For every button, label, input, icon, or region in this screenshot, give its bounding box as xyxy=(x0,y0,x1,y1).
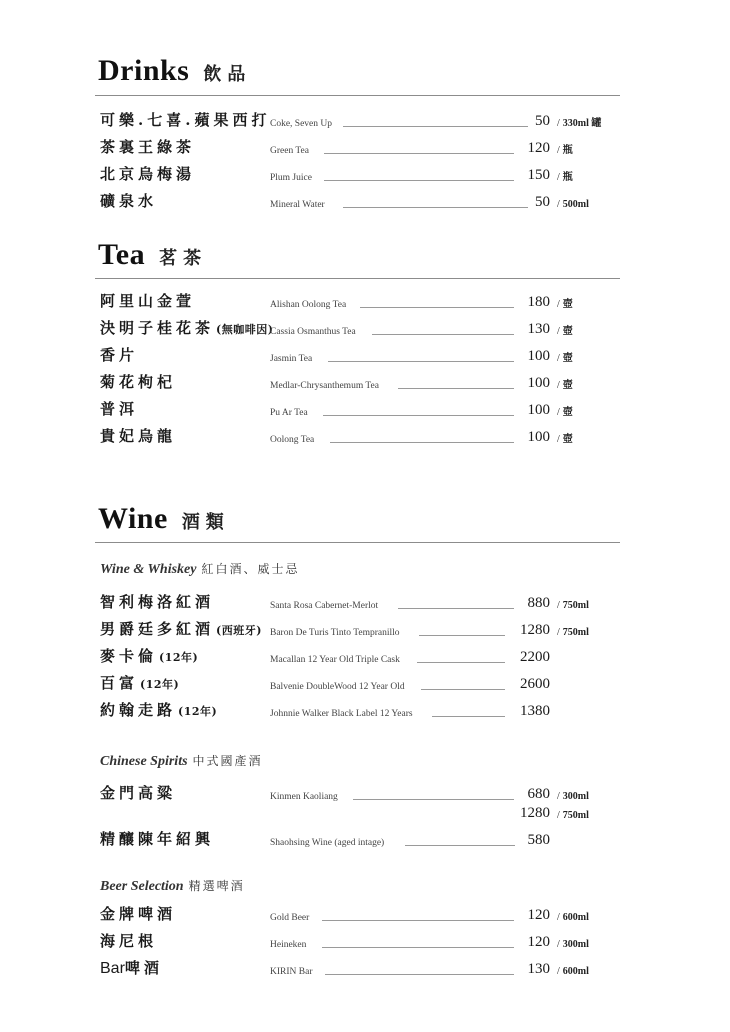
item-name-zh: 海尼根 xyxy=(100,932,158,950)
item-name-zh: 普洱 xyxy=(100,400,139,418)
item-name-zh: 北京烏梅湯 xyxy=(100,165,196,183)
menu-item xyxy=(0,399,730,421)
menu-item-alt-size xyxy=(0,802,730,824)
menu-item xyxy=(0,345,730,367)
dotted-leader xyxy=(324,153,514,154)
item-price: 100 xyxy=(527,402,550,418)
menu-item xyxy=(0,700,730,722)
item-price: 1280 xyxy=(520,622,550,638)
item-name-zh: 茶裏王綠茶 xyxy=(100,138,196,156)
item-name-en: Plum Juice xyxy=(270,173,312,183)
item-name-en: Kinmen Kaoliang xyxy=(270,792,338,802)
item-price: 1280 xyxy=(520,805,550,821)
item-name-zh: 決明子桂花茶 (無咖啡因) xyxy=(100,319,274,337)
section-divider xyxy=(95,278,620,279)
item-price: 120 xyxy=(527,934,550,950)
item-name-zh: 麥卡倫 (12年) xyxy=(100,647,199,665)
section-title-zh: 飲品 xyxy=(203,64,252,85)
section-divider xyxy=(95,95,620,96)
item-name-en: Mineral Water xyxy=(270,200,325,210)
item-name-zh: 貴妃烏龍 xyxy=(100,427,177,445)
item-name-en: Baron De Turis Tinto Tempranillo xyxy=(270,628,400,638)
section-title-drinks xyxy=(98,54,251,90)
item-name-en: Alishan Oolong Tea xyxy=(270,300,347,310)
item-unit: / 壺 xyxy=(557,434,573,445)
section-title-en: Wine xyxy=(98,502,168,535)
item-name-en: Coke, Seven Up xyxy=(270,119,333,129)
dotted-leader xyxy=(432,716,505,717)
item-name-zh: 智利梅洛紅酒 xyxy=(100,593,215,611)
dotted-leader xyxy=(421,689,505,690)
item-name-zh: 香片 xyxy=(100,346,139,364)
item-name-latin: Bar xyxy=(100,960,125,977)
item-name-zh: 百富 (12年) xyxy=(100,674,180,692)
menu-item xyxy=(0,426,730,448)
dotted-leader xyxy=(343,207,528,208)
menu-item xyxy=(0,829,730,851)
dotted-leader xyxy=(353,799,514,800)
sub-heading-chinese-spirits: Chinese Spirits 中式國產酒 xyxy=(100,754,263,769)
menu-item xyxy=(0,372,730,394)
dotted-leader xyxy=(405,845,515,846)
item-price: 130 xyxy=(527,961,550,977)
item-unit: / 750ml xyxy=(557,627,589,638)
item-note: (12年) xyxy=(159,651,199,664)
item-unit: / 750ml xyxy=(557,600,589,611)
item-unit: / 330ml 罐 xyxy=(557,118,602,129)
item-unit: / 壺 xyxy=(557,353,573,364)
item-price: 580 xyxy=(527,832,550,848)
item-unit: / 600ml xyxy=(557,912,589,923)
item-unit: / 300ml xyxy=(557,939,589,950)
menu-item xyxy=(0,164,730,186)
menu-item xyxy=(0,318,730,340)
menu-item xyxy=(0,110,730,132)
section-title-tea xyxy=(98,238,207,274)
item-price: 100 xyxy=(527,429,550,445)
item-name-zh: 阿里山金萱 xyxy=(100,292,196,310)
item-name-en: Santa Rosa Cabernet-Merlot xyxy=(270,601,379,611)
item-name-en: Balvenie DoubleWood 12 Year Old xyxy=(270,682,405,692)
dotted-leader xyxy=(372,334,514,335)
item-name-en: Gold Beer xyxy=(270,913,310,923)
item-price: 2200 xyxy=(520,649,550,665)
item-price: 680 xyxy=(527,786,550,802)
dotted-leader xyxy=(322,920,514,921)
item-unit: / 500ml xyxy=(557,199,589,210)
menu-item xyxy=(0,592,730,614)
section-title-zh: 茗茶 xyxy=(159,248,208,269)
dotted-leader xyxy=(360,307,514,308)
menu-item xyxy=(0,904,730,926)
dotted-leader xyxy=(398,608,514,609)
menu-item xyxy=(0,619,730,641)
item-unit: / 瓶 xyxy=(557,172,573,183)
item-name-en: Shaohsing Wine (aged intage) xyxy=(270,838,385,848)
item-name-zh: 精釀陳年紹興 xyxy=(100,830,215,848)
item-name-en: Oolong Tea xyxy=(270,435,315,445)
section-divider xyxy=(95,542,620,543)
item-name-zh: Bar啤酒 xyxy=(100,959,163,977)
dotted-leader xyxy=(330,442,514,443)
item-note: (12年) xyxy=(178,705,218,718)
menu-item xyxy=(0,673,730,695)
item-price: 150 xyxy=(527,167,550,183)
dotted-leader xyxy=(325,974,514,975)
item-unit: / 600ml xyxy=(557,966,589,977)
item-note: (西班牙) xyxy=(216,624,262,637)
item-price: 880 xyxy=(527,595,550,611)
item-name-en: Cassia Osmanthus Tea xyxy=(270,327,356,337)
item-name-zh: 金門高粱 xyxy=(100,784,177,802)
item-name-zh: 男爵廷多紅酒 (西班牙) xyxy=(100,620,262,638)
dotted-leader xyxy=(343,126,528,127)
item-name-en: Heineken xyxy=(270,940,307,950)
item-name-en: Medlar-Chrysanthemum Tea xyxy=(270,381,379,391)
item-price: 100 xyxy=(527,348,550,364)
item-name-en: Pu Ar Tea xyxy=(270,408,308,418)
item-price: 120 xyxy=(527,140,550,156)
item-unit: / 壺 xyxy=(557,299,573,310)
item-price: 2600 xyxy=(520,676,550,692)
menu-item xyxy=(0,191,730,213)
section-title-en: Tea xyxy=(98,238,146,271)
sub-heading-beer: Beer Selection 精選啤酒 xyxy=(100,879,245,894)
dotted-leader xyxy=(398,388,514,389)
menu-item xyxy=(0,291,730,313)
dotted-leader xyxy=(419,635,505,636)
section-title-en: Drinks xyxy=(98,54,190,87)
item-name-en: Jasmin Tea xyxy=(270,354,313,364)
item-unit: / 壺 xyxy=(557,380,573,391)
dotted-leader xyxy=(323,415,514,416)
dotted-leader xyxy=(328,361,514,362)
item-unit: / 壺 xyxy=(557,326,573,337)
item-name-en: Johnnie Walker Black Label 12 Years xyxy=(270,709,413,719)
item-name-en: Green Tea xyxy=(270,146,309,156)
dotted-leader xyxy=(322,947,514,948)
item-name-en: KIRIN Bar xyxy=(270,967,313,977)
item-price: 100 xyxy=(527,375,550,391)
sub-heading-wine-whiskey: Wine & Whiskey 紅白酒、威士忌 xyxy=(100,562,300,577)
menu-item xyxy=(0,137,730,159)
item-price: 120 xyxy=(527,907,550,923)
item-price: 50 xyxy=(535,113,550,129)
item-note: (無咖啡因) xyxy=(216,323,274,336)
item-name-zh: 菊花枸杞 xyxy=(100,373,177,391)
item-note: (12年) xyxy=(140,678,180,691)
item-unit: / 750ml xyxy=(557,810,589,821)
item-name-zh: 金牌啤酒 xyxy=(100,905,177,923)
item-unit: / 瓶 xyxy=(557,145,573,156)
item-price: 50 xyxy=(535,194,550,210)
item-unit: / 壺 xyxy=(557,407,573,418)
dotted-leader xyxy=(324,180,514,181)
menu-item xyxy=(0,646,730,668)
item-price: 130 xyxy=(527,321,550,337)
item-name-zh: 約翰走路 (12年) xyxy=(100,701,218,719)
item-name-en: Macallan 12 Year Old Triple Cask xyxy=(270,655,400,665)
item-name-zh: 可樂.七喜.蘋果西打 xyxy=(100,111,271,129)
item-price: 1380 xyxy=(520,703,550,719)
section-title-zh: 酒類 xyxy=(181,512,230,533)
menu-item xyxy=(0,931,730,953)
item-unit: / 300ml xyxy=(557,791,589,802)
section-title-wine xyxy=(98,502,230,538)
dotted-leader xyxy=(417,662,505,663)
item-name-zh: 礦泉水 xyxy=(100,192,158,210)
menu-item xyxy=(0,958,730,980)
item-price: 180 xyxy=(527,294,550,310)
